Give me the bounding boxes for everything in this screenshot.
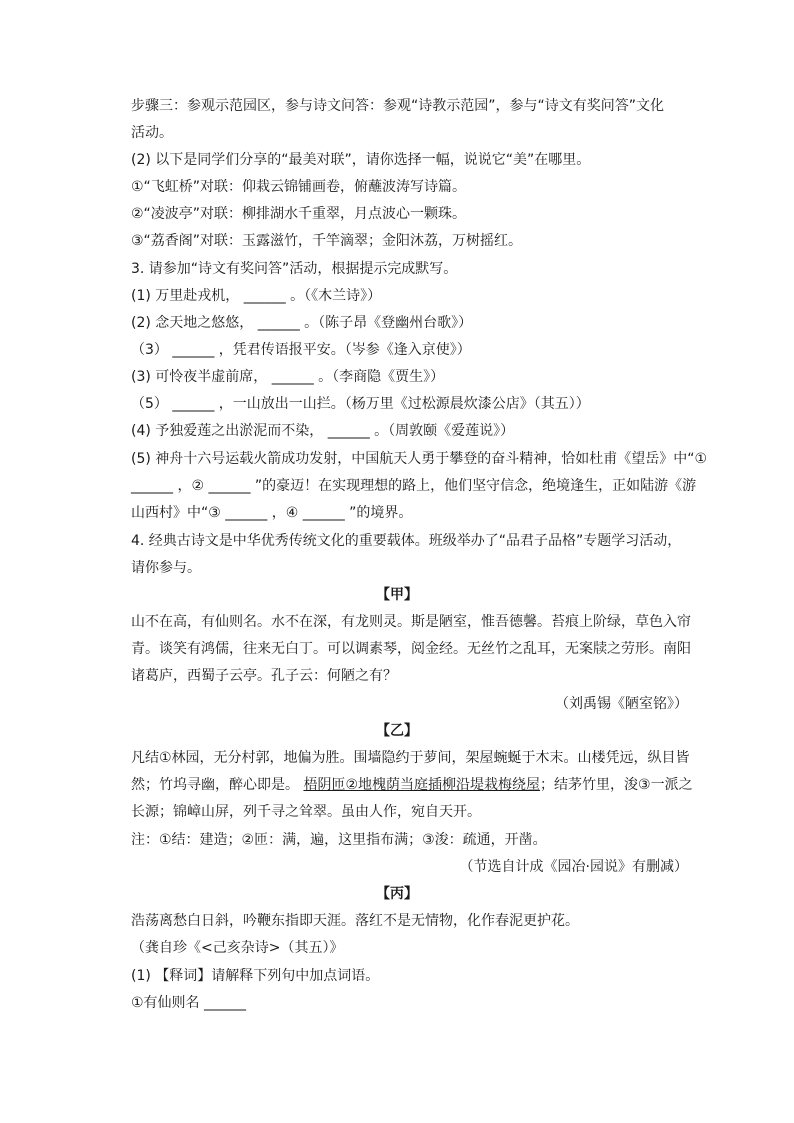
text-line: ______ ，② ______ ”的豪迈！在实现理想的路上，他们坚守信念，绝境逢生，正如陆游《游 (131, 478, 697, 494)
passage-line: 山不在高，有仙则名。水不在深，有龙则灵。斯是陋室，惟吾德馨。苔痕上阶绿，草色入帘 (131, 614, 691, 630)
text-line: ②“凌波亭”对联：柳排湖水千重翠，月点波心一颗珠。 (131, 206, 467, 222)
text-line: 步骤三：参观示范园区，参与诗文问答：参观“诗教示范园”，参与“诗文有奖问答”文化 (131, 98, 665, 114)
text-line: 请你参与。 (131, 560, 201, 576)
underlined-phrase: 梧阴匝②地槐荫当庭插柳沿堤栽梅绕屋 (303, 777, 541, 793)
annotation-note: 注：①结：建造；②匝：满，遍，这里指布满；③浚：疏通，开凿。 (131, 832, 547, 848)
question-heading: 4. 经典古诗文是中华优秀传统文化的重要载体。班级举办了“品君子品格”专题学习活动， (131, 533, 682, 549)
section-title-yi: 【乙】 (376, 723, 418, 739)
fill-blank-item: （3） ______ ，凭君传语报平安。（岑参《逢入京使》） (131, 342, 471, 358)
text-line: ③“荔香阁”对联：玉露滋竹，千竿滴翠；金阳沐荔，万树摇红。 (131, 233, 523, 249)
fill-blank-item: (2) 念天地之悠悠， ______ 。（陈子昂《登幽州台歌》） (131, 315, 473, 331)
passage-line: 凡结①林园，无分村郭，地偏为胜。围墙隐约于萝间，架屋蜿蜒于木末。山楼凭远，纵目皆 (131, 750, 690, 766)
section-title-jia: 【甲】 (376, 587, 418, 603)
source-citation: （刘禹锡《陋室铭》） (555, 696, 688, 712)
fill-blank-item: (1) 万里赴戎机， ______ 。（《木兰诗》） (131, 288, 382, 304)
source-citation: （节选自计成《园冶·园说》有删减） (459, 859, 688, 875)
fill-blank-item: (3) 可怜夜半虚前席， ______ 。（李商隐《贾生》） (131, 369, 445, 385)
sub-question: (1) 【释词】请解释下列句中加点词语。 (131, 968, 380, 984)
text-line: 活动。 (131, 125, 173, 141)
poem-line: 浩荡离愁白日斜，吟鞭东指即天涯。落红不是无情物，化作春泥更护花。 (131, 913, 579, 929)
passage-line: 长源；锦嶂山屏，列千寻之耸翠。虽由人作，宛自天开。 (131, 804, 481, 820)
passage-text: ；结茅竹里，浚③一派之 (540, 777, 693, 793)
fill-blank-item: (4) 予独爱莲之出淤泥而不染， ______ 。（周敦颐《爱莲说》） (131, 423, 515, 439)
text-line: 山西村》中“③ ______ ，④ ______ ”的境界。 (131, 505, 413, 521)
source-citation: （龚自珍《<己亥杂诗>（其五）》 (131, 940, 344, 956)
passage-line (131, 775, 693, 795)
passage-line: 青。谈笑有鸿儒，往来无白丁。可以调素琴，阅金经。无丝竹之乱耳，无案牍之劳形。南阳 (131, 641, 691, 657)
passage-text: 然；竹坞寻幽，醉心即是。 (131, 777, 299, 793)
question-heading: 3. 请参加“诗文有奖问答”活动，根据提示完成默写。 (131, 261, 458, 277)
text-line: (2) 以下是同学们分享的“最美对联”，请你选择一幅，说说它“美”在哪里。 (131, 152, 591, 168)
text-line: ①“飞虹桥”对联：仰栽云锦铺画卷，俯蘸波涛写诗篇。 (131, 179, 467, 195)
fill-blank-item: ①有仙则名 ______ (131, 995, 247, 1011)
fill-blank-item: （5） ______ ，一山放出一山拦。（杨万里《过松源晨炊漆公店》（其五）） (131, 396, 590, 412)
section-title-bing: 【丙】 (376, 886, 418, 902)
passage-line: 诸葛庐，西蜀子云亭。孔子云：何陋之有？ (131, 668, 397, 684)
fill-blank-item: (5) 神舟十六号运载火箭成功发射，中国航天人勇于攀登的奋斗精神，恰如杜甫《望岳》中“① (131, 451, 708, 467)
